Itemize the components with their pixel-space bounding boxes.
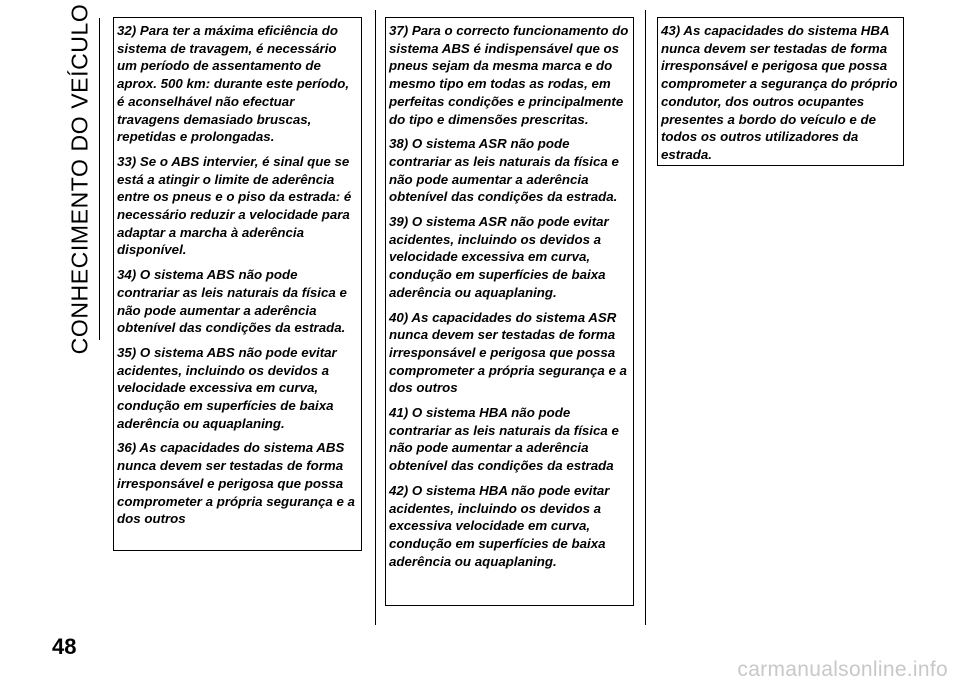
page-number: 48 [52, 634, 77, 659]
note-39: 39) O sistema ASR não pode evitar acidentes, incluindo os devidos a velocidade excessiva em curva, condução em superfícies de baixa aderência ou aquaplaning. [389, 214, 609, 300]
note-42: 42) O sistema HBA não pode evitar acidentes, incluindo os devidos a excessiva velocidade em curva, condução em superfícies de baixa aderência ou aquaplaning. [389, 482, 610, 569]
warning-panel-3 [657, 17, 904, 166]
warning-panel-2 [385, 17, 634, 606]
note-35: 35) O sistema ABS não pode evitar acidentes, incluindo os devidos a velocidade excessiva em curva, condução em superfícies de baixa aderência ou aquaplaning. [117, 344, 337, 431]
note-40: 40) As capacidades do sistema ASR nunca devem ser testadas de forma irresponsável e perigosa que possa comprometer a própria segurança e a dos outros [389, 309, 627, 396]
note-43: 43) As capacidades do sistema HBA nunca devem ser testadas de forma irresponsável e perigosa que possa comprometer a segurança do próprio condutor, dos outros ocupantes presentes a bordo do veículo e de todos os outros utilizadores da estrada. [661, 23, 898, 162]
note-33: 33) Se o ABS intervier, é sinal que se está a atingir o limite de aderência entre os pneus e o piso da estrada: é necessário reduzir a velocidade para adaptar a marcha à aderência disponível. [117, 153, 352, 258]
column-divider-2 [645, 10, 646, 625]
note-41: 41) O sistema HBA não pode contrariar as leis naturais da física e não pode aumentar a aderência obtenível das condições da estrada [389, 405, 619, 474]
section-title [60, 3, 100, 355]
sidebar-rule [99, 18, 100, 340]
watermark: carmanualsonline.info [737, 658, 948, 681]
note-36: 36) As capacidades do sistema ABS nunca devem ser testadas de forma irresponsável e perigosa que possa comprometer a própria segurança e a dos outros [117, 440, 355, 527]
note-38: 38) O sistema ASR não pode contrariar as leis naturais da física e não pode aumentar a aderência obtenível das condições da estrada. [389, 136, 619, 205]
warning-panel-1 [113, 17, 362, 551]
note-34: 34) O sistema ABS não pode contrariar as leis naturais da física e não pode aumentar a aderência obtenível das condições da estrada. [117, 267, 347, 336]
column-divider-1 [375, 10, 376, 625]
section-title-text: CONHECIMENTO DO VEÍCULO [66, 3, 93, 355]
note-37: 37) Para o correcto funcionamento do sistema ABS é indispensável que os pneus sejam da mesma marca e do mesmo tipo em todas as rodas, em perfeitas condições e principalmente do tipo e dimensões prescritas. [389, 23, 629, 127]
note-32: 32) Para ter a máxima eficiência do sistema de travagem, é necessário um período de assentamento de aprox. 500 km: durante este período, é aconselhável não efectuar travagens demasiado bruscas, repetidas e prolongadas. [117, 23, 350, 145]
